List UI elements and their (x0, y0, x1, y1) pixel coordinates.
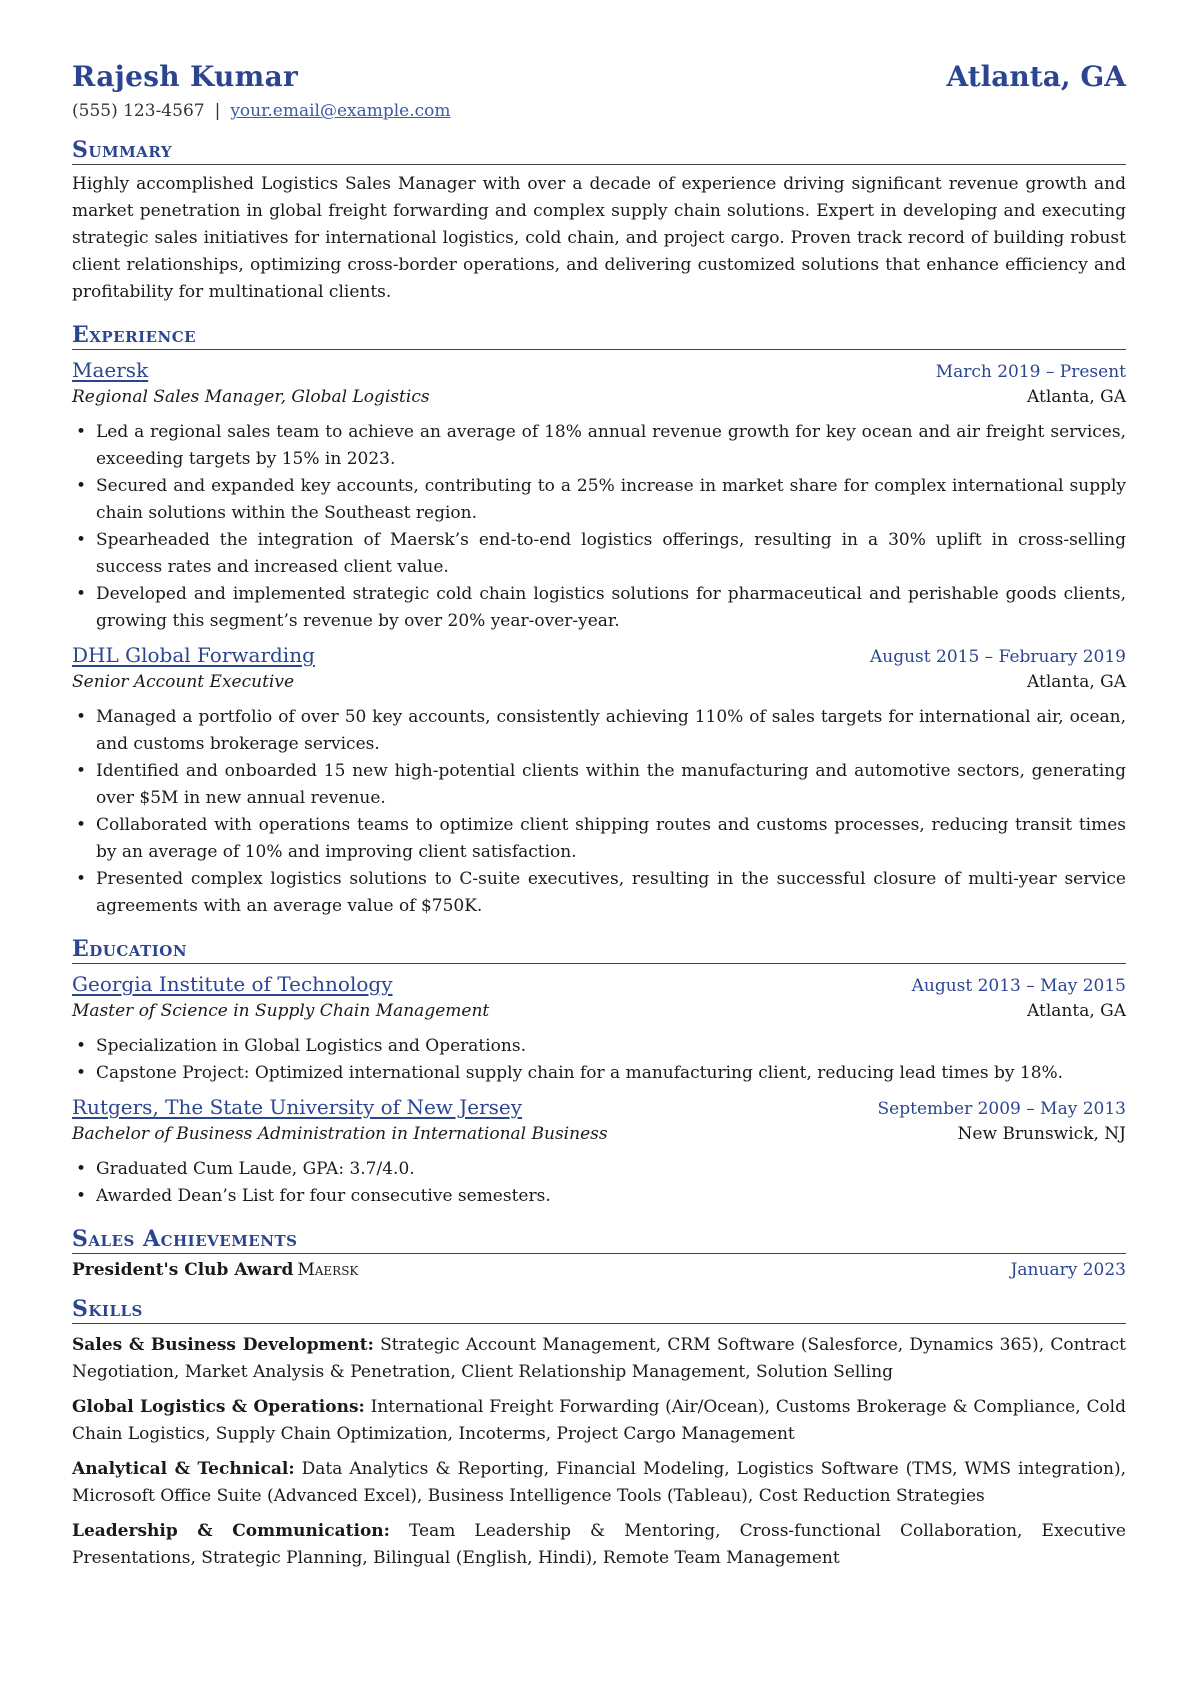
degree-name: Bachelor of Business Administration in International Business (72, 1124, 608, 1144)
list-item: • Specialization in Global Logistics and Operations. (96, 1033, 1126, 1060)
education-header (72, 1093, 1126, 1121)
list-item: • Led a regional sales team to achieve an average of 18% annual revenue growth for key ocean and air freight services, exceeding targets by 15% in 2023. (96, 419, 1126, 473)
job-bullets (72, 704, 1126, 920)
list-item: • Capstone Project: Optimized international supply chain for a manufacturing client, reducing lead times by 18%. (96, 1060, 1126, 1087)
list-item: • Developed and implemented strategic cold chain logistics solutions for pharmaceutical and perishable goods clients, growing this segment’s revenue by over 20% year-over-year. (96, 581, 1126, 635)
contact-line (72, 101, 1126, 121)
achievement-label (72, 1260, 358, 1280)
section-title-experience: Experience (72, 322, 1126, 350)
list-item: • Identified and onboarded 15 new high-potential clients within the manufacturing and automotive sectors, generating over $5M in new annual revenue. (96, 758, 1126, 812)
job-subheader (72, 384, 1126, 411)
education-bullets (72, 1033, 1126, 1087)
job-entry (72, 356, 1126, 635)
skill-group-text: International Freight Forwarding (Air/Ocean), Customs Brokerage & Compliance, Cold Chain Logistics, Supply Chain Optimization, Incoterms, Project Cargo Management (72, 1397, 1126, 1444)
school-name[interactable]: Georgia Institute of Technology (72, 972, 393, 996)
list-item: • Spearheaded the integration of Maersk’s end-to-end logistics offerings, resulting in a 30% uplift in cross-selling success rates and increased client value. (96, 527, 1126, 581)
summary-text: Highly accomplished Logistics Sales Manager with over a decade of experience driving significant revenue growth and market penetration in global freight forwarding and complex supply chain solutions. Expert in developing and executing strategic sales initiatives for international logistics, cold chain, and project cargo. Proven track record of building robust client relationships, optimizing cross-border operations, and delivering customized solutions that enhance efficiency and profitability for multinational clients. (72, 174, 1126, 302)
education-bullets (72, 1156, 1126, 1210)
job-header (72, 356, 1126, 384)
candidate-name: Rajesh Kumar (72, 60, 299, 93)
skill-group (72, 1456, 1126, 1510)
job-dates: March 2019 – Present (935, 362, 1126, 382)
achievement-date: January 2023 (1010, 1260, 1126, 1280)
section-title-education: Education (72, 936, 1126, 964)
achievement-item (72, 1260, 1126, 1280)
resume-header (72, 60, 1126, 93)
skill-group-label: Global Logistics & Operations: (72, 1397, 365, 1417)
education-subheader (72, 998, 1126, 1025)
skill-group (72, 1518, 1126, 1572)
section-title-skills: Skills (72, 1296, 1126, 1324)
list-item: • Graduated Cum Laude, GPA: 3.7/4.0. (96, 1156, 1126, 1183)
job-dates: August 2015 – February 2019 (869, 647, 1126, 667)
list-item: • Presented complex logistics solutions to C-suite executives, resulting in the successful closure of multi-year service agreements with an average value of $750K. (96, 866, 1126, 920)
skill-group-text: Team Leadership & Mentoring, Cross-functional Collaboration, Executive Presentations, Strategic Planning, Bilingual (English, Hindi), Remote Team Management (72, 1521, 1126, 1568)
skill-group (72, 1332, 1126, 1386)
candidate-location: Atlanta, GA (946, 60, 1126, 93)
list-item: • Secured and expanded key accounts, contributing to a 25% increase in market share for complex international supply chain solutions within the Southeast region. (96, 473, 1126, 527)
list-item: • Managed a portfolio of over 50 key accounts, consistently achieving 110% of sales targets for international air, ocean, and customs brokerage services. (96, 704, 1126, 758)
school-location: Atlanta, GA (1027, 1001, 1126, 1021)
education-dates: September 2009 – May 2013 (877, 1099, 1126, 1119)
job-header (72, 641, 1126, 669)
job-location: Atlanta, GA (1027, 672, 1126, 692)
contact-separator: | (214, 101, 221, 121)
education-subheader (72, 1121, 1126, 1148)
company-name[interactable]: DHL Global Forwarding (72, 643, 315, 667)
list-item: • Collaborated with operations teams to optimize client shipping routes and customs processes, reducing transit times by an average of 10% and improving client satisfaction. (96, 812, 1126, 866)
education-entry (72, 1093, 1126, 1210)
phone-number: (555) 123-4567 (72, 101, 205, 121)
skill-group (72, 1394, 1126, 1448)
education-dates: August 2013 – May 2015 (911, 976, 1126, 996)
job-bullets (72, 419, 1126, 635)
skill-group-text: Strategic Account Management, CRM Software (Salesforce, Dynamics 365), Contract Negotiation, Market Analysis & Penetration, Client Relationship Management, Solution Selling (72, 1335, 1126, 1382)
school-name[interactable]: Rutgers, The State University of New Jersey (72, 1095, 523, 1119)
education-header (72, 970, 1126, 998)
education-entry (72, 970, 1126, 1087)
job-role: Regional Sales Manager, Global Logistics (72, 387, 430, 407)
skill-group-label: Analytical & Technical: (72, 1459, 295, 1479)
resume-page (72, 60, 1126, 1572)
list-item: • Awarded Dean’s List for four consecutive semesters. (96, 1183, 1126, 1210)
job-entry (72, 641, 1126, 920)
school-location: New Brunswick, NJ (957, 1124, 1126, 1144)
skill-group-label: Leadership & Communication: (72, 1521, 390, 1541)
achievement-title: President's Club Award (72, 1260, 294, 1280)
degree-name: Master of Science in Supply Chain Management (72, 1001, 490, 1021)
section-title-achievements: Sales Achievements (72, 1226, 1126, 1254)
email-link[interactable]: your.email@example.com (230, 101, 451, 121)
company-name[interactable]: Maersk (72, 358, 149, 382)
skill-group-text: Data Analytics & Reporting, Financial Modeling, Logistics Software (TMS, WMS integration), Microsoft Office Suite (Advanced Excel), Business Intelligence Tools (Tableau), Cost Reduction Strategies (72, 1459, 1126, 1506)
job-role: Senior Account Executive (72, 672, 295, 692)
achievement-org: Maersk (297, 1260, 359, 1280)
section-title-summary: Summary (72, 137, 1126, 165)
job-subheader (72, 669, 1126, 696)
skill-group-label: Sales & Business Development: (72, 1335, 374, 1355)
job-location: Atlanta, GA (1027, 387, 1126, 407)
